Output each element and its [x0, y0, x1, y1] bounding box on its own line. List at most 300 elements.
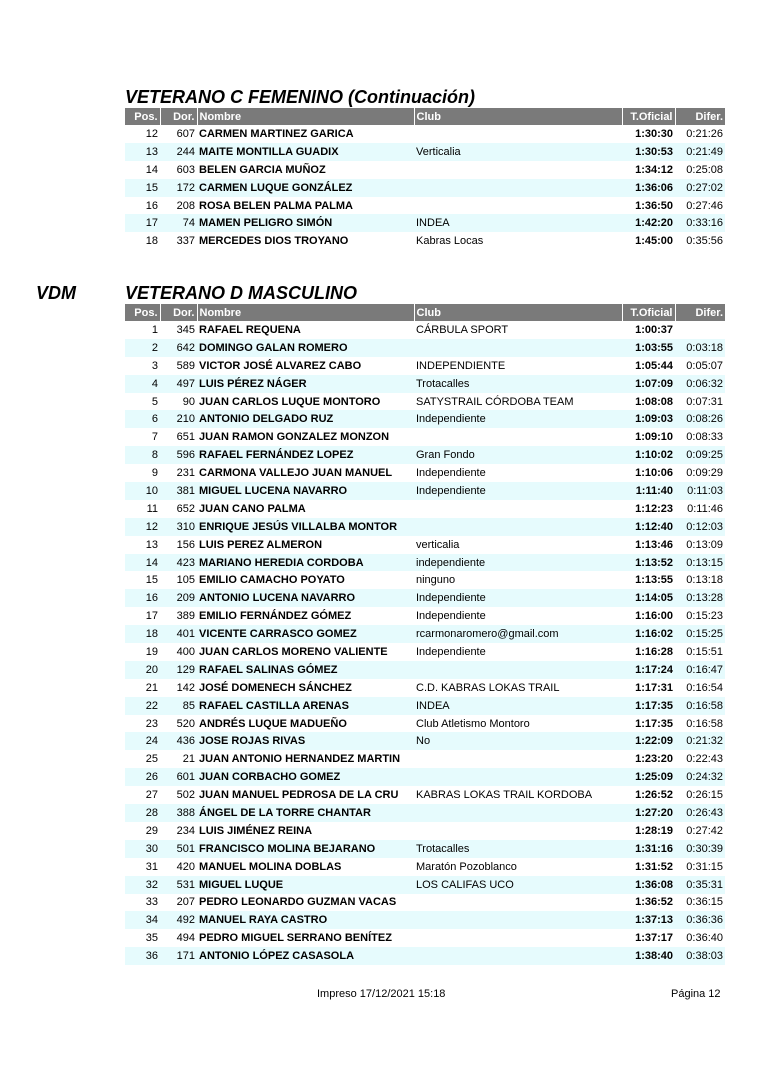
- cell-difer: 0:30:39: [675, 840, 725, 858]
- header-club: Club: [414, 108, 622, 125]
- cell-club: verticalia: [414, 536, 622, 554]
- cell-club: SATYSTRAIL CÓRDOBA TEAM: [414, 393, 622, 411]
- cell-toficial: 1:03:55: [622, 339, 675, 357]
- cell-difer: 0:27:46: [675, 197, 725, 215]
- cell-pos: 19: [125, 643, 160, 661]
- cell-toficial: 1:27:20: [622, 804, 675, 822]
- cell-club: [414, 179, 622, 197]
- table-row: [125, 232, 725, 250]
- cell-nombre: FRANCISCO MOLINA BEJARANO: [197, 840, 414, 858]
- cell-dor: 156: [160, 536, 197, 554]
- header-toficial: T.Oficial: [622, 108, 675, 125]
- cell-club: [414, 125, 622, 143]
- cell-pos: 16: [125, 197, 160, 215]
- cell-club: [414, 894, 622, 912]
- table-row: [125, 911, 725, 929]
- cell-club: [414, 768, 622, 786]
- header-dor: Dor.: [160, 108, 197, 125]
- cell-pos: 2: [125, 339, 160, 357]
- cell-pos: 14: [125, 161, 160, 179]
- cell-toficial: 1:37:17: [622, 929, 675, 947]
- table-row: [125, 339, 725, 357]
- cell-club: Independiente: [414, 464, 622, 482]
- cell-dor: 420: [160, 858, 197, 876]
- cell-pos: 23: [125, 715, 160, 733]
- cell-difer: 0:21:49: [675, 143, 725, 161]
- cell-toficial: 1:13:55: [622, 571, 675, 589]
- cell-pos: 30: [125, 840, 160, 858]
- cell-dor: 642: [160, 339, 197, 357]
- cell-toficial: 1:30:53: [622, 143, 675, 161]
- table-row: [125, 571, 725, 589]
- cell-difer: 0:24:32: [675, 768, 725, 786]
- cell-difer: [675, 321, 725, 339]
- cell-dor: 207: [160, 894, 197, 912]
- cell-club: INDEPENDIENTE: [414, 357, 622, 375]
- table-row: [125, 428, 725, 446]
- table-row: [125, 697, 725, 715]
- cell-pos: 14: [125, 554, 160, 572]
- cell-toficial: 1:31:16: [622, 840, 675, 858]
- cell-dor: 234: [160, 822, 197, 840]
- cell-club: Independiente: [414, 589, 622, 607]
- cell-club: rcarmonaromero@gmail.com: [414, 625, 622, 643]
- footer-printed: Impreso 17/12/2021 15:18: [317, 988, 446, 1000]
- cell-nombre: ROSA BELEN PALMA PALMA: [197, 197, 414, 215]
- cell-dor: 607: [160, 125, 197, 143]
- cell-club: [414, 804, 622, 822]
- cell-dor: 74: [160, 214, 197, 232]
- header-nombre: Nombre: [197, 108, 414, 125]
- cell-nombre: EMILIO FERNÁNDEZ GÓMEZ: [197, 607, 414, 625]
- table-row: [125, 554, 725, 572]
- cell-toficial: 1:10:02: [622, 446, 675, 464]
- cell-difer: 0:36:15: [675, 894, 725, 912]
- cell-difer: 0:13:28: [675, 589, 725, 607]
- cell-club: Kabras Locas: [414, 232, 622, 250]
- table-row: [125, 393, 725, 411]
- results-table-2: [125, 304, 725, 965]
- cell-dor: 501: [160, 840, 197, 858]
- cell-pos: 15: [125, 179, 160, 197]
- cell-nombre: LUIS PÉREZ NÁGER: [197, 375, 414, 393]
- cell-toficial: 1:36:06: [622, 179, 675, 197]
- cell-nombre: JUAN CARLOS LUQUE MONTORO: [197, 393, 414, 411]
- cell-nombre: JUAN MANUEL PEDROSA DE LA CRU: [197, 786, 414, 804]
- header-difer: Difer.: [675, 304, 725, 321]
- cell-pos: 24: [125, 732, 160, 750]
- cell-difer: 0:21:26: [675, 125, 725, 143]
- cell-pos: 12: [125, 125, 160, 143]
- cell-dor: 436: [160, 732, 197, 750]
- cell-club: Independiente: [414, 482, 622, 500]
- cell-nombre: CARMONA VALLEJO JUAN MANUEL: [197, 464, 414, 482]
- table-row: [125, 179, 725, 197]
- cell-nombre: RAFAEL CASTILLA ARENAS: [197, 697, 414, 715]
- cell-pos: 20: [125, 661, 160, 679]
- cell-pos: 12: [125, 518, 160, 536]
- table-row: [125, 786, 725, 804]
- cell-dor: 337: [160, 232, 197, 250]
- cell-toficial: 1:07:09: [622, 375, 675, 393]
- table-row: [125, 804, 725, 822]
- cell-toficial: 1:36:52: [622, 894, 675, 912]
- cell-club: [414, 911, 622, 929]
- cell-dor: 494: [160, 929, 197, 947]
- cell-pos: 3: [125, 357, 160, 375]
- cell-dor: 502: [160, 786, 197, 804]
- cell-dor: 129: [160, 661, 197, 679]
- table-row: [125, 125, 725, 143]
- cell-difer: 0:16:47: [675, 661, 725, 679]
- table-row: [125, 357, 725, 375]
- cell-nombre: JUAN CARLOS MORENO VALIENTE: [197, 643, 414, 661]
- cell-toficial: 1:28:19: [622, 822, 675, 840]
- cell-club: C.D. KABRAS LOKAS TRAIL: [414, 679, 622, 697]
- cell-nombre: MANUEL RAYA CASTRO: [197, 911, 414, 929]
- cell-toficial: 1:17:24: [622, 661, 675, 679]
- cell-dor: 388: [160, 804, 197, 822]
- table-row: [125, 375, 725, 393]
- cell-club: LOS CALIFAS UCO: [414, 876, 622, 894]
- cell-nombre: LUIS JIMÉNEZ REINA: [197, 822, 414, 840]
- cell-toficial: 1:09:03: [622, 410, 675, 428]
- cell-dor: 172: [160, 179, 197, 197]
- header-pos: Pos.: [125, 108, 160, 125]
- cell-toficial: 1:13:52: [622, 554, 675, 572]
- table-header: [125, 304, 725, 321]
- cell-club: [414, 428, 622, 446]
- header-toficial: T.Oficial: [622, 304, 675, 321]
- cell-club: [414, 661, 622, 679]
- cell-nombre: MIGUEL LUQUE: [197, 876, 414, 894]
- cell-club: ninguno: [414, 571, 622, 589]
- cell-nombre: PEDRO LEONARDO GUZMAN VACAS: [197, 894, 414, 912]
- cell-dor: 401: [160, 625, 197, 643]
- cell-toficial: 1:42:20: [622, 214, 675, 232]
- cell-nombre: JUAN CANO PALMA: [197, 500, 414, 518]
- cell-toficial: 1:26:52: [622, 786, 675, 804]
- cell-nombre: ANTONIO DELGADO RUZ: [197, 410, 414, 428]
- cell-pos: 27: [125, 786, 160, 804]
- cell-difer: 0:03:18: [675, 339, 725, 357]
- table-row: [125, 143, 725, 161]
- cell-toficial: 1:10:06: [622, 464, 675, 482]
- cell-dor: 400: [160, 643, 197, 661]
- cell-nombre: DOMINGO GALAN ROMERO: [197, 339, 414, 357]
- cell-difer: 0:09:29: [675, 464, 725, 482]
- cell-dor: 651: [160, 428, 197, 446]
- cell-pos: 32: [125, 876, 160, 894]
- cell-difer: 0:36:40: [675, 929, 725, 947]
- cell-pos: 28: [125, 804, 160, 822]
- cell-nombre: RAFAEL REQUENA: [197, 321, 414, 339]
- cell-dor: 208: [160, 197, 197, 215]
- header-dor: Dor.: [160, 304, 197, 321]
- cell-nombre: EMILIO CAMACHO POYATO: [197, 571, 414, 589]
- table-row: [125, 876, 725, 894]
- cell-toficial: 1:22:09: [622, 732, 675, 750]
- cell-dor: 105: [160, 571, 197, 589]
- cell-nombre: JUAN CORBACHO GOMEZ: [197, 768, 414, 786]
- cell-pos: 10: [125, 482, 160, 500]
- cell-difer: 0:21:32: [675, 732, 725, 750]
- cell-pos: 34: [125, 911, 160, 929]
- cell-toficial: 1:12:23: [622, 500, 675, 518]
- cell-dor: 492: [160, 911, 197, 929]
- cell-difer: 0:36:36: [675, 911, 725, 929]
- table-row: [125, 500, 725, 518]
- cell-club: independiente: [414, 554, 622, 572]
- cell-pos: 22: [125, 697, 160, 715]
- cell-difer: 0:16:58: [675, 697, 725, 715]
- cell-dor: 596: [160, 446, 197, 464]
- cell-pos: 18: [125, 232, 160, 250]
- cell-club: [414, 339, 622, 357]
- cell-pos: 13: [125, 536, 160, 554]
- cell-pos: 13: [125, 143, 160, 161]
- cell-club: Club Atletismo Montoro: [414, 715, 622, 733]
- cell-difer: 0:05:07: [675, 357, 725, 375]
- cell-pos: 26: [125, 768, 160, 786]
- cell-pos: 17: [125, 214, 160, 232]
- header-pos: Pos.: [125, 304, 160, 321]
- cell-club: [414, 929, 622, 947]
- cell-club: [414, 947, 622, 965]
- cell-nombre: MAITE MONTILLA GUADIX: [197, 143, 414, 161]
- cell-toficial: 1:09:10: [622, 428, 675, 446]
- cell-pos: 5: [125, 393, 160, 411]
- cell-dor: 652: [160, 500, 197, 518]
- cell-nombre: JUAN RAMON GONZALEZ MONZON: [197, 428, 414, 446]
- cell-difer: 0:31:15: [675, 858, 725, 876]
- cell-nombre: CARMEN LUQUE GONZÁLEZ: [197, 179, 414, 197]
- cell-club: [414, 518, 622, 536]
- cell-club: [414, 750, 622, 768]
- cell-toficial: 1:31:52: [622, 858, 675, 876]
- cell-club: CÁRBULA SPORT: [414, 321, 622, 339]
- cell-club: [414, 500, 622, 518]
- cell-toficial: 1:36:50: [622, 197, 675, 215]
- cell-pos: 31: [125, 858, 160, 876]
- cell-dor: 142: [160, 679, 197, 697]
- cell-toficial: 1:30:30: [622, 125, 675, 143]
- cell-nombre: ANDRÉS LUQUE MADUEÑO: [197, 715, 414, 733]
- cell-toficial: 1:17:35: [622, 715, 675, 733]
- cell-club: Maratón Pozoblanco: [414, 858, 622, 876]
- table-row: [125, 464, 725, 482]
- cell-dor: 231: [160, 464, 197, 482]
- cell-nombre: MIGUEL LUCENA NAVARRO: [197, 482, 414, 500]
- table-row: [125, 715, 725, 733]
- header-difer: Difer.: [675, 108, 725, 125]
- cell-club: INDEA: [414, 697, 622, 715]
- cell-toficial: 1:08:08: [622, 393, 675, 411]
- cell-difer: 0:15:25: [675, 625, 725, 643]
- cell-dor: 423: [160, 554, 197, 572]
- table-row: [125, 589, 725, 607]
- cell-nombre: JUAN ANTONIO HERNANDEZ MARTIN: [197, 750, 414, 768]
- cell-dor: 381: [160, 482, 197, 500]
- cell-nombre: LUIS PEREZ ALMERON: [197, 536, 414, 554]
- cell-dor: 209: [160, 589, 197, 607]
- cell-club: Trotacalles: [414, 840, 622, 858]
- cell-dor: 497: [160, 375, 197, 393]
- cell-nombre: ANTONIO LÓPEZ CASASOLA: [197, 947, 414, 965]
- table-row: [125, 768, 725, 786]
- cell-dor: 389: [160, 607, 197, 625]
- cell-difer: 0:11:03: [675, 482, 725, 500]
- table-row: [125, 410, 725, 428]
- cell-difer: 0:11:46: [675, 500, 725, 518]
- cell-dor: 210: [160, 410, 197, 428]
- cell-difer: 0:22:43: [675, 750, 725, 768]
- cell-nombre: ÁNGEL DE LA TORRE CHANTAR: [197, 804, 414, 822]
- section-2-code: VDM: [36, 283, 76, 303]
- cell-dor: 85: [160, 697, 197, 715]
- cell-difer: 0:35:31: [675, 876, 725, 894]
- cell-dor: 244: [160, 143, 197, 161]
- cell-nombre: JOSÉ DOMENECH SÁNCHEZ: [197, 679, 414, 697]
- table-row: [125, 661, 725, 679]
- cell-pos: 11: [125, 500, 160, 518]
- cell-difer: 0:06:32: [675, 375, 725, 393]
- table-row: [125, 947, 725, 965]
- cell-club: [414, 822, 622, 840]
- cell-toficial: 1:17:31: [622, 679, 675, 697]
- cell-difer: 0:35:56: [675, 232, 725, 250]
- cell-toficial: 1:16:28: [622, 643, 675, 661]
- section-1-title: VETERANO C FEMENINO (Continuación): [125, 87, 475, 107]
- cell-club: [414, 197, 622, 215]
- cell-pos: 7: [125, 428, 160, 446]
- table-row: [125, 679, 725, 697]
- cell-pos: 1: [125, 321, 160, 339]
- cell-toficial: 1:11:40: [622, 482, 675, 500]
- cell-difer: 0:26:15: [675, 786, 725, 804]
- cell-dor: 21: [160, 750, 197, 768]
- table-row: [125, 840, 725, 858]
- cell-difer: 0:12:03: [675, 518, 725, 536]
- table-row: [125, 929, 725, 947]
- table-row: [125, 321, 725, 339]
- table-row: [125, 625, 725, 643]
- table-row: [125, 822, 725, 840]
- cell-nombre: CARMEN MARTINEZ GARICA: [197, 125, 414, 143]
- cell-nombre: RAFAEL SALINAS GÓMEZ: [197, 661, 414, 679]
- table-row: [125, 607, 725, 625]
- cell-toficial: 1:16:00: [622, 607, 675, 625]
- cell-difer: 0:15:51: [675, 643, 725, 661]
- cell-difer: 0:25:08: [675, 161, 725, 179]
- cell-club: Independiente: [414, 607, 622, 625]
- cell-difer: 0:27:02: [675, 179, 725, 197]
- cell-pos: 36: [125, 947, 160, 965]
- cell-difer: 0:09:25: [675, 446, 725, 464]
- cell-toficial: 1:05:44: [622, 357, 675, 375]
- cell-nombre: JOSE ROJAS RIVAS: [197, 732, 414, 750]
- cell-pos: 21: [125, 679, 160, 697]
- results-table-1: [125, 108, 725, 250]
- cell-club: Verticalia: [414, 143, 622, 161]
- cell-dor: 589: [160, 357, 197, 375]
- cell-club: KABRAS LOKAS TRAIL KORDOBA: [414, 786, 622, 804]
- cell-club: No: [414, 732, 622, 750]
- cell-toficial: 1:38:40: [622, 947, 675, 965]
- cell-difer: 0:15:23: [675, 607, 725, 625]
- cell-toficial: 1:45:00: [622, 232, 675, 250]
- cell-nombre: MARIANO HEREDIA CORDOBA: [197, 554, 414, 572]
- cell-nombre: ENRIQUE JESÚS VILLALBA MONTOR: [197, 518, 414, 536]
- table-row: [125, 750, 725, 768]
- cell-nombre: VICENTE CARRASCO GOMEZ: [197, 625, 414, 643]
- cell-difer: 0:08:33: [675, 428, 725, 446]
- cell-difer: 0:38:03: [675, 947, 725, 965]
- table-row: [125, 536, 725, 554]
- cell-pos: 8: [125, 446, 160, 464]
- table-row: [125, 214, 725, 232]
- cell-difer: 0:27:42: [675, 822, 725, 840]
- cell-dor: 90: [160, 393, 197, 411]
- cell-difer: 0:13:09: [675, 536, 725, 554]
- cell-club: INDEA: [414, 214, 622, 232]
- cell-pos: 9: [125, 464, 160, 482]
- table-row: [125, 858, 725, 876]
- cell-pos: 15: [125, 571, 160, 589]
- cell-dor: 531: [160, 876, 197, 894]
- cell-difer: 0:07:31: [675, 393, 725, 411]
- cell-pos: 29: [125, 822, 160, 840]
- cell-club: Trotacalles: [414, 375, 622, 393]
- cell-difer: 0:26:43: [675, 804, 725, 822]
- cell-club: Gran Fondo: [414, 446, 622, 464]
- footer-page: Página 12: [671, 988, 721, 1000]
- cell-pos: 35: [125, 929, 160, 947]
- cell-nombre: ANTONIO LUCENA NAVARRO: [197, 589, 414, 607]
- cell-club: [414, 161, 622, 179]
- cell-nombre: MAMEN PELIGRO SIMÓN: [197, 214, 414, 232]
- cell-difer: 0:08:26: [675, 410, 725, 428]
- table-row: [125, 894, 725, 912]
- cell-dor: 601: [160, 768, 197, 786]
- cell-dor: 171: [160, 947, 197, 965]
- cell-pos: 33: [125, 894, 160, 912]
- cell-nombre: RAFAEL FERNÁNDEZ LOPEZ: [197, 446, 414, 464]
- cell-dor: 345: [160, 321, 197, 339]
- cell-pos: 17: [125, 607, 160, 625]
- header-nombre: Nombre: [197, 304, 414, 321]
- cell-toficial: 1:34:12: [622, 161, 675, 179]
- table-row: [125, 161, 725, 179]
- cell-difer: 0:33:16: [675, 214, 725, 232]
- cell-toficial: 1:00:37: [622, 321, 675, 339]
- section-2-title: VETERANO D MASCULINO: [125, 283, 358, 303]
- cell-toficial: 1:14:05: [622, 589, 675, 607]
- header-club: Club: [414, 304, 622, 321]
- cell-pos: 6: [125, 410, 160, 428]
- cell-difer: 0:16:54: [675, 679, 725, 697]
- cell-nombre: MANUEL MOLINA DOBLAS: [197, 858, 414, 876]
- cell-toficial: 1:36:08: [622, 876, 675, 894]
- cell-dor: 520: [160, 715, 197, 733]
- cell-toficial: 1:25:09: [622, 768, 675, 786]
- cell-pos: 18: [125, 625, 160, 643]
- cell-nombre: PEDRO MIGUEL SERRANO BENÍTEZ: [197, 929, 414, 947]
- cell-difer: 0:13:18: [675, 571, 725, 589]
- cell-pos: 16: [125, 589, 160, 607]
- table-header: [125, 108, 725, 125]
- cell-toficial: 1:17:35: [622, 697, 675, 715]
